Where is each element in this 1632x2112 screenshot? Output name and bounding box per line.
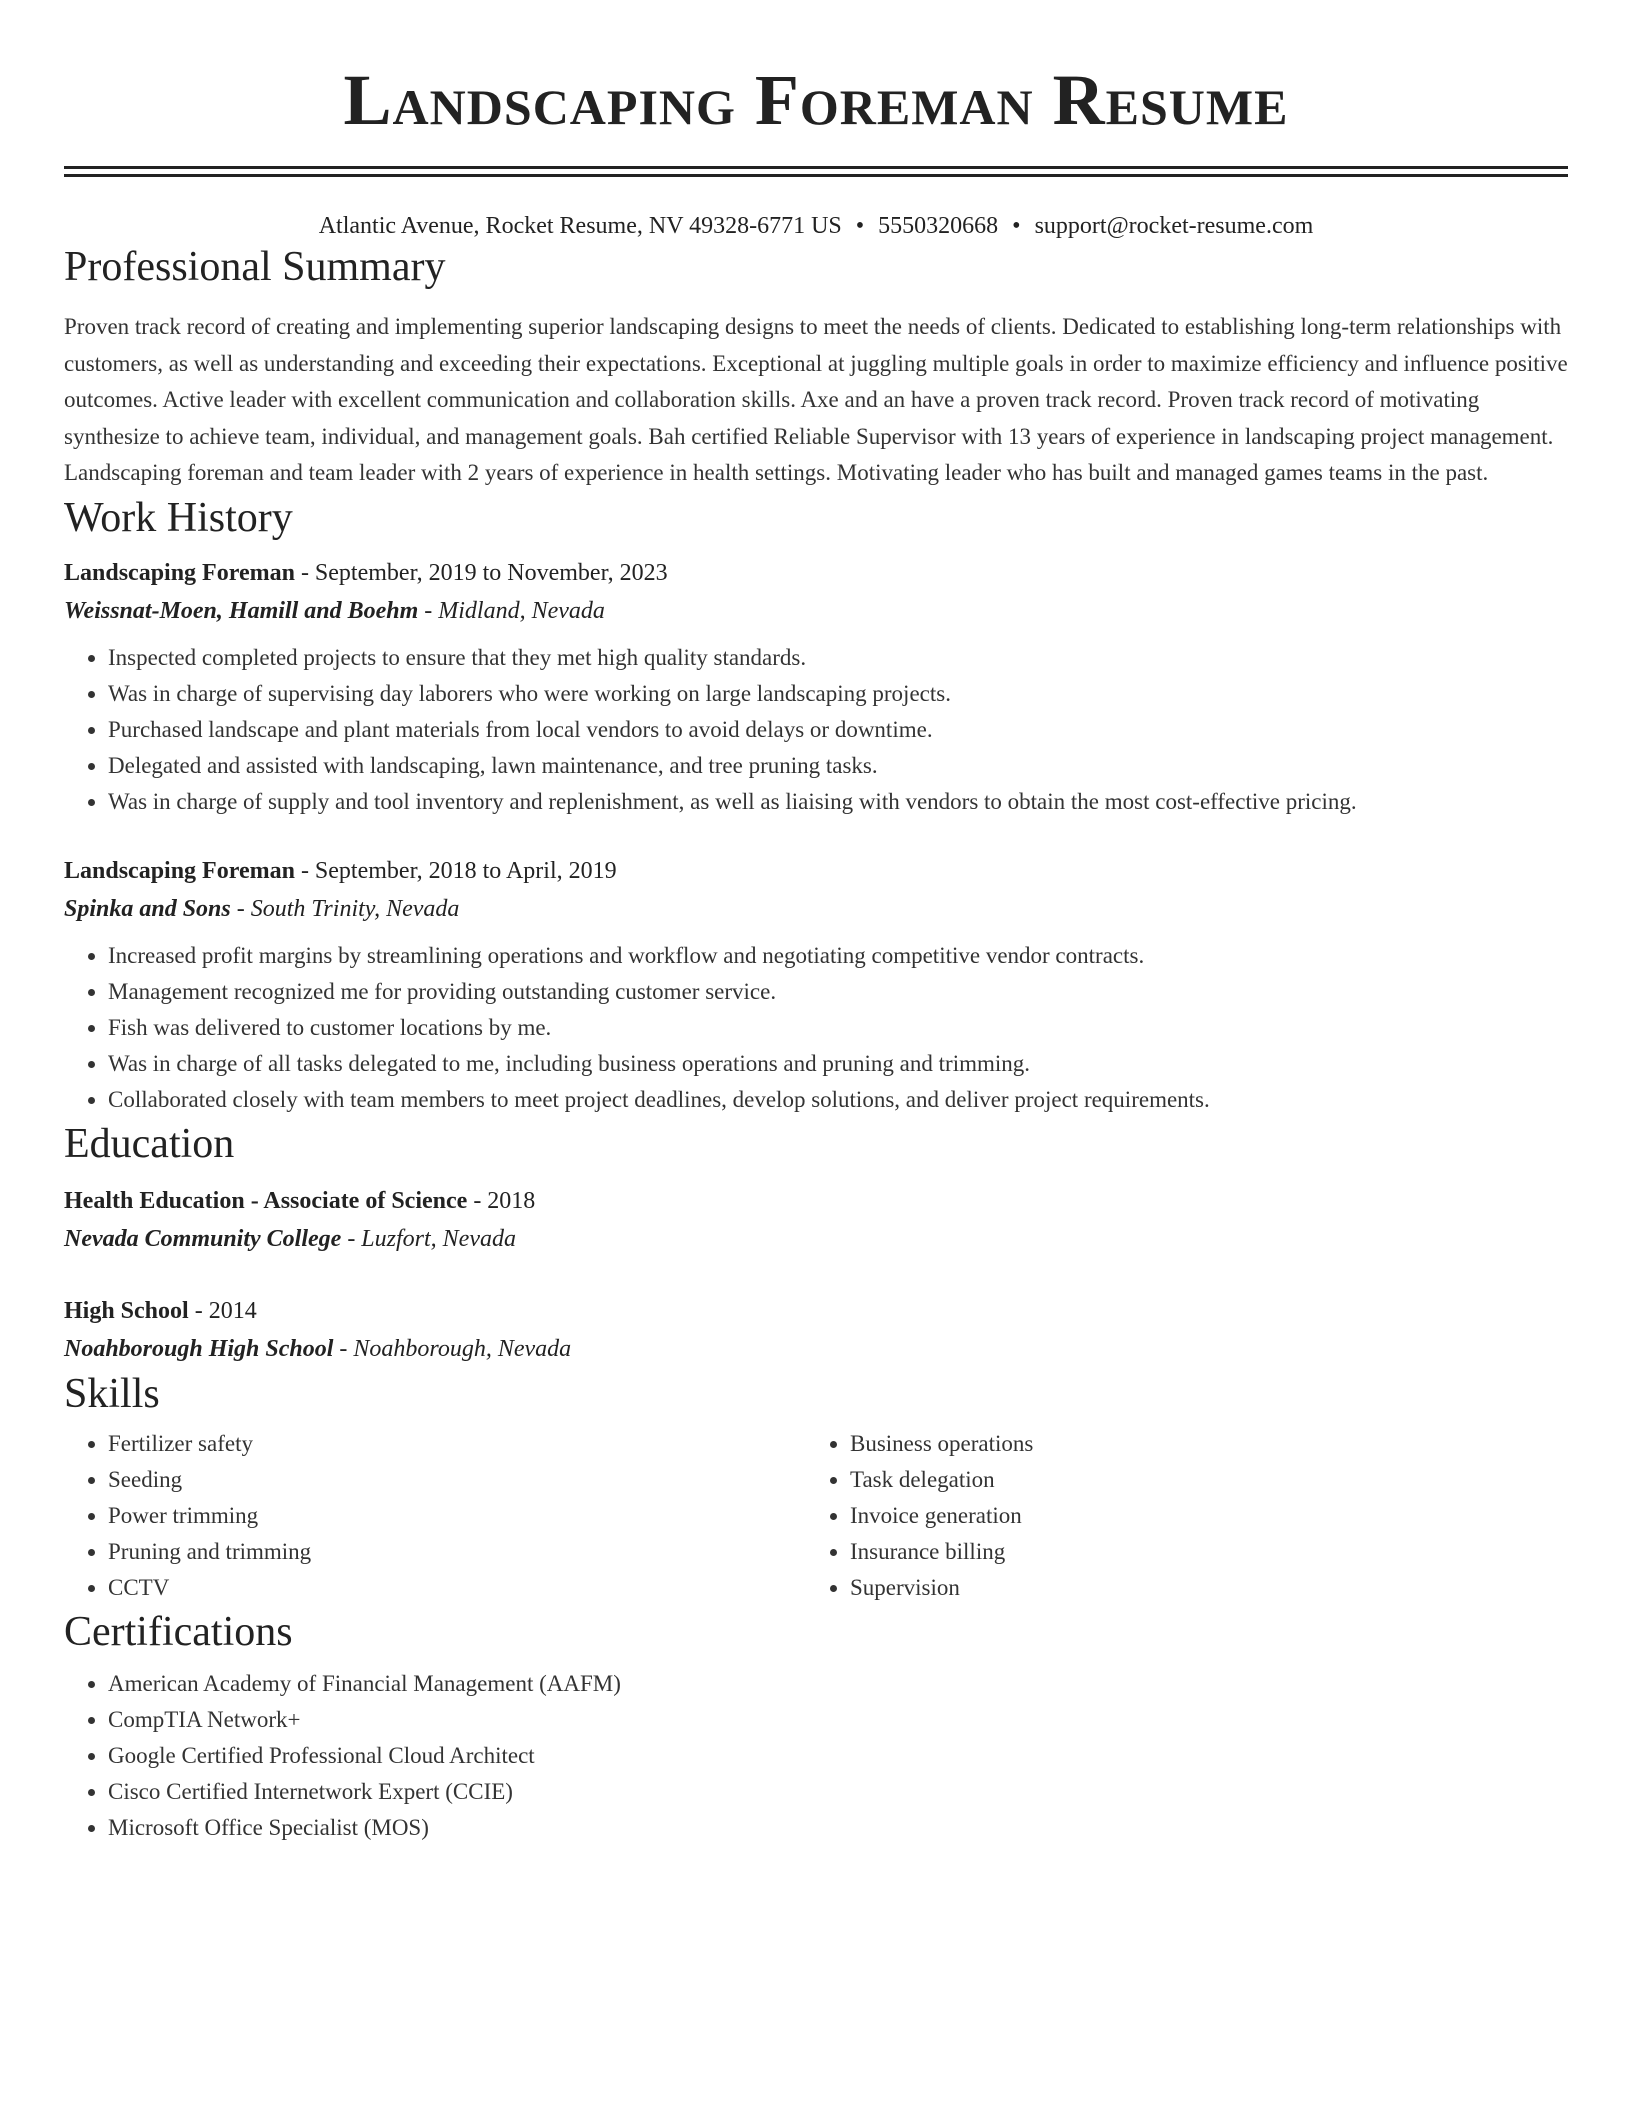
skills-list-left <box>64 1426 806 1606</box>
certifications-list <box>64 1666 1568 1846</box>
job-dates: - September, 2019 to November, 2023 <box>294 559 668 586</box>
education-degree: High School <box>64 1297 189 1324</box>
education-entry <box>64 1292 1568 1368</box>
education-heading: Education <box>64 1120 235 1167</box>
job-bullet: • Fish was delivered to customer locations by me. <box>108 1010 1568 1046</box>
job-dates: - September, 2018 to April, 2019 <box>294 857 617 884</box>
education-school-line <box>64 1220 1568 1258</box>
job-bullet: • Delegated and assisted with landscaping, lawn maintenance, and tree pruning tasks. <box>108 748 1568 784</box>
skill-item: • Pruning and trimming <box>108 1534 806 1570</box>
job-title: Landscaping Foreman <box>64 857 295 884</box>
skill-item: • Task delegation <box>850 1462 1548 1498</box>
job-bullet: • Was in charge of supervising day laborers who were working on large landscaping projects. <box>108 676 1568 712</box>
skill-item: • Invoice generation <box>850 1498 1548 1534</box>
education-location: - Noahborough, Nevada <box>333 1335 572 1362</box>
certification-item: • Cisco Certified Internetwork Expert (CCIE) <box>108 1774 1568 1810</box>
job-location: - South Trinity, Nevada <box>230 895 460 922</box>
skill-item: • CCTV <box>108 1570 806 1606</box>
job-bullets <box>64 938 1568 1118</box>
contact-separator: • <box>855 213 865 239</box>
skills-list-right <box>806 1426 1548 1606</box>
job-bullet: • Was in charge of all tasks delegated to me, including business operations and pruning and trimming. <box>108 1046 1568 1082</box>
title-divider <box>64 166 1568 177</box>
certification-item: • Microsoft Office Specialist (MOS) <box>108 1810 1568 1846</box>
job-entry <box>64 554 1568 820</box>
skill-item: • Business operations <box>850 1426 1548 1462</box>
job-company: Weissnat-Moen, Hamill and Boehm <box>64 597 419 624</box>
certifications-heading: Certifications <box>64 1608 293 1655</box>
job-bullet: • Purchased landscape and plant materials from local vendors to avoid delays or downtime. <box>108 712 1568 748</box>
education-degree: Health Education - Associate of Science <box>64 1187 468 1214</box>
education-degree-line <box>64 1292 1568 1330</box>
contact-phone: 5550320668 <box>878 213 999 239</box>
education-school: Noahborough High School <box>64 1335 334 1362</box>
education-entry <box>64 1182 1568 1258</box>
job-bullet: • Inspected completed projects to ensure that they met high quality standards. <box>108 640 1568 676</box>
job-bullet: • Was in charge of supply and tool inventory and replenishment, as well as liaising with vendors to obtain the most cost-effective pricing. <box>108 784 1568 820</box>
skills-columns <box>64 1426 1568 1606</box>
summary-heading: Professional Summary <box>64 244 446 290</box>
skills-heading: Skills <box>64 1370 160 1417</box>
education-year: - 2014 <box>188 1297 257 1324</box>
job-title-line <box>64 852 1568 890</box>
education-school: Nevada Community College <box>64 1225 342 1252</box>
job-bullet: • Management recognized me for providing outstanding customer service. <box>108 974 1568 1010</box>
job-company-line <box>64 592 1568 630</box>
education-year: - 2018 <box>467 1187 536 1214</box>
resume-title: Landscaping Foreman Resume <box>343 60 1289 140</box>
job-title: Landscaping Foreman <box>64 559 295 586</box>
skill-item: • Power trimming <box>108 1498 806 1534</box>
job-entry <box>64 852 1568 1118</box>
work-history-heading: Work History <box>64 494 293 541</box>
job-company-line <box>64 890 1568 928</box>
certification-item: • CompTIA Network+ <box>108 1702 1568 1738</box>
education-location: - Luzfort, Nevada <box>341 1225 516 1252</box>
contact-email: support@rocket-resume.com <box>1034 213 1314 239</box>
contact-separator: • <box>1012 213 1021 239</box>
job-company: Spinka and Sons <box>64 895 231 922</box>
certification-item: • American Academy of Financial Management (AAFM) <box>108 1666 1568 1702</box>
job-location: - Midland, Nevada <box>418 597 605 624</box>
skill-item: • Fertilizer safety <box>108 1426 806 1462</box>
education-school-line <box>64 1330 1568 1368</box>
summary-text: Proven track record of creating and implementing superior landscaping designs to meet the needs of clients. Dedicated to establishing long-term relationships with customers, as well as understanding and exceeding their expectations. Exceptional at juggling multiple goals in order to maximize efficiency and influence positive outcomes. Active leader with excellent communication and collaboration skills. Axe and an have a proven track record. Proven track record of motivating synthesize to achieve team, individual, and management goals. Bah certified Reliable Supervisor with 13 years of experience in landscaping project management. Landscaping foreman and team leader with 2 years of experience in health settings. Motivating leader who has built and managed games teams in the past. <box>64 314 1568 485</box>
certification-item: • Google Certified Professional Cloud Architect <box>108 1738 1568 1774</box>
job-bullet: • Collaborated closely with team members to meet project deadlines, develop solutions, and deliver project requirements. <box>108 1082 1568 1118</box>
education-degree-line <box>64 1182 1568 1220</box>
skill-item: • Insurance billing <box>850 1534 1548 1570</box>
contact-address: Atlantic Avenue, Rocket Resume, NV 49328-6771 US <box>318 213 842 239</box>
skill-item: • Seeding <box>108 1462 806 1498</box>
job-title-line <box>64 554 1568 592</box>
job-bullets <box>64 640 1568 820</box>
skill-item: • Supervision <box>850 1570 1548 1606</box>
contact-line <box>64 211 1568 241</box>
job-bullet: • Increased profit margins by streamlining operations and workflow and negotiating competitive vendor contracts. <box>108 938 1568 974</box>
